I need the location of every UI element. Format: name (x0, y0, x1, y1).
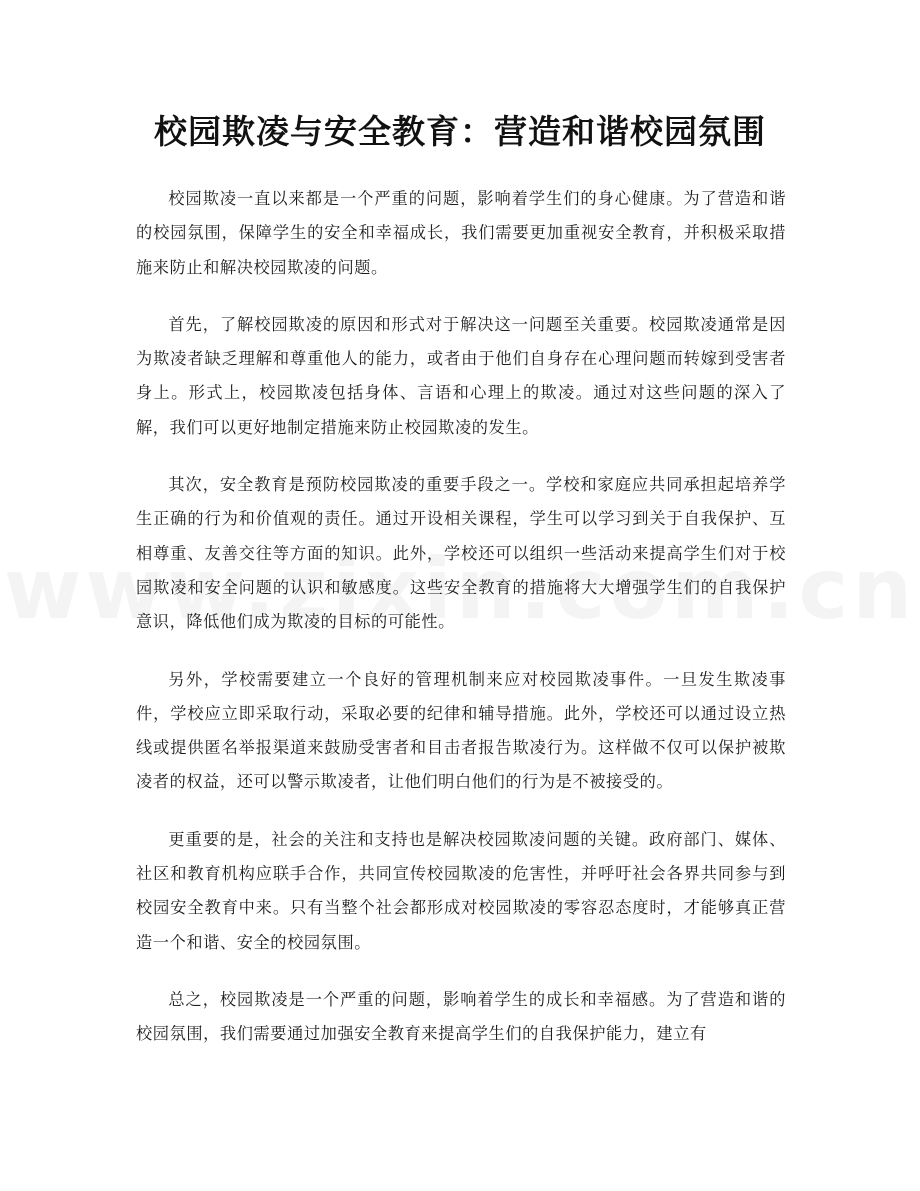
paragraph-5: 更重要的是，社会的关注和支持也是解决校园欺凌问题的关键。政府部门、媒体、社区和教育机构应联手合作，共同宣传校园欺凌的危害性，并呼吁社会各界共同参与到校园安全教育中来。只有当整个社会都形成对校园欺凌的零容忍态度时，才能够真正营造一个和谐、安全的校园氛围。 (136, 829, 786, 952)
paragraph-3: 其次，安全教育是预防校园欺凌的重要手段之一。学校和家庭应共同承担起培养学生正确的行为和价值观的责任。通过开设相关课程，学生可以学习到关于自我保护、互相尊重、友善交往等方面的知识。此外，学校还可以组织一些活动来提高学生们对于校园欺凌和安全问题的认识和敏感度。这些安全教育的措施将大大增强学生们的自我保护意识，降低他们成为欺凌的目标的可能性。 (136, 475, 786, 632)
paragraph-4: 另外，学校需要建立一个良好的管理机制来应对校园欺凌事件。一旦发生欺凌事件，学校应立即采取行动，采取必要的纪律和辅导措施。此外，学校还可以通过设立热线或提供匿名举报渠道来鼓励受害者和目击者报告欺凌行为。这样做不仅可以保护被欺凌者的权益，还可以警示欺凌者，让他们明白他们的行为是不被接受的。 (136, 669, 786, 792)
document-title: 校园欺凌与安全教育：营造和谐校园氛围 (154, 112, 766, 151)
paragraph-1: 校园欺凌一直以来都是一个严重的问题，影响着学生们的身心健康。为了营造和谐的校园氛围，保障学生的安全和幸福成长，我们需要更加重视安全教育，并积极采取措施来防止和解决校园欺凌的问题。 (136, 189, 786, 277)
document-body (136, 182, 786, 1075)
paragraph-2: 首先，了解校园欺凌的原因和形式对于解决这一问题至关重要。校园欺凌通常是因为欺凌者缺乏理解和尊重他人的能力，或者由于他们自身存在心理问题而转嫁到受害者身上。形式上，校园欺凌包括身体、言语和心理上的欺凌。通过对这些问题的深入了解，我们可以更好地制定措施来防止校园欺凌的发生。 (136, 314, 786, 437)
paragraph-6: 总之，校园欺凌是一个严重的问题，影响着学生的成长和幸福感。为了营造和谐的校园氛围，我们需要通过加强安全教育来提高学生们的自我保护能力，建立有 (136, 989, 786, 1044)
